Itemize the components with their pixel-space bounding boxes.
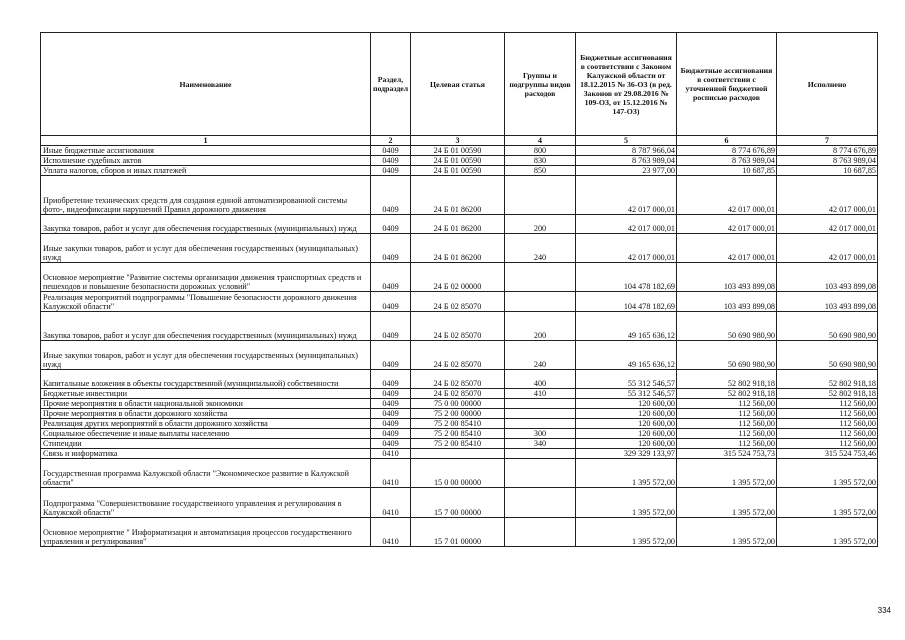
table-row: [41, 369, 878, 388]
cell-name: Реализация мероприятий подпрограммы "Повышение безопасности дорожного движения Калужской области": [41, 292, 371, 311]
cell-section: 0409: [371, 176, 411, 215]
cell-section: 0409: [371, 146, 411, 156]
cell-executed: 315 524 753,46: [777, 449, 878, 459]
cell-budget-refined: 42 017 000,01: [677, 214, 777, 233]
cell-expense-group: 830: [505, 156, 576, 166]
cell-target-article: 24 Б 01 86200: [411, 234, 505, 263]
cell-expense-group: 200: [505, 311, 576, 340]
cell-budget-law: 49 165 636,12: [576, 311, 677, 340]
cell-expense-group: 340: [505, 439, 576, 449]
cell-section: 0409: [371, 292, 411, 311]
cell-budget-refined: 10 687,85: [677, 166, 777, 176]
cell-expense-group: 200: [505, 214, 576, 233]
cell-expense-group: [505, 517, 576, 546]
cell-target-article: 15 7 00 00000: [411, 488, 505, 517]
table-row: [41, 176, 878, 215]
cell-target-article: 24 Б 01 00590: [411, 156, 505, 166]
cell-section: 0409: [371, 340, 411, 369]
cell-name: Прочие мероприятия в области дорожного хозяйства: [41, 409, 371, 419]
cell-budget-refined: 52 802 918,18: [677, 369, 777, 388]
cell-budget-refined: 112 560,00: [677, 429, 777, 439]
table-row: [41, 449, 878, 459]
cell-section: 0409: [371, 166, 411, 176]
header-budget-refined: Бюджетные ассигнования в соответствии с уточненной бюджетной росписью расходов: [677, 33, 777, 136]
page-number: 334: [877, 606, 891, 615]
cell-executed: 42 017 000,01: [777, 234, 878, 263]
cell-target-article: 15 0 00 00000: [411, 459, 505, 488]
cell-executed: 1 395 572,00: [777, 459, 878, 488]
cell-name: Закупка товаров, работ и услуг для обеспечения государственных (муниципальных) нужд: [41, 214, 371, 233]
cell-budget-law: 104 478 182,69: [576, 263, 677, 292]
cell-executed: 52 802 918,18: [777, 389, 878, 399]
cell-budget-refined: 315 524 753,73: [677, 449, 777, 459]
cell-expense-group: 800: [505, 146, 576, 156]
cell-target-article: 75 0 00 00000: [411, 399, 505, 409]
column-number: 1: [41, 136, 371, 146]
cell-budget-refined: 8 774 676,89: [677, 146, 777, 156]
cell-expense-group: 410: [505, 389, 576, 399]
header-section: Раздел, подраздел: [371, 33, 411, 136]
table-row: [41, 292, 878, 311]
table-row: [41, 146, 878, 156]
cell-name: Бюджетные инвестиции: [41, 389, 371, 399]
cell-section: 0409: [371, 311, 411, 340]
cell-name: Иные закупки товаров, работ и услуг для обеспечения государственных (муниципальных) нужд: [41, 340, 371, 369]
cell-budget-law: 42 017 000,01: [576, 176, 677, 215]
column-number: 4: [505, 136, 576, 146]
cell-name: Подпрограмма "Совершенствование государственного управления и регулирования в Калужской области": [41, 488, 371, 517]
cell-executed: 112 560,00: [777, 419, 878, 429]
table-row: [41, 419, 878, 429]
column-number-row: [41, 136, 878, 146]
cell-expense-group: [505, 292, 576, 311]
table-row: [41, 389, 878, 399]
budget-execution-sheet: [40, 32, 877, 547]
cell-budget-refined: 1 395 572,00: [677, 517, 777, 546]
cell-target-article: 24 Б 02 85070: [411, 389, 505, 399]
cell-target-article: 24 Б 02 85070: [411, 369, 505, 388]
cell-budget-refined: 42 017 000,01: [677, 176, 777, 215]
header-target-article: Целевая статья: [411, 33, 505, 136]
cell-executed: 52 802 918,18: [777, 369, 878, 388]
cell-section: 0409: [371, 429, 411, 439]
cell-executed: 50 690 980,90: [777, 311, 878, 340]
cell-target-article: 24 Б 02 85070: [411, 292, 505, 311]
table-row: [41, 429, 878, 439]
cell-target-article: 24 Б 02 85070: [411, 340, 505, 369]
cell-budget-law: 120 600,00: [576, 439, 677, 449]
cell-name: Государственная программа Калужской области "Экономическое развитие в Калужской области": [41, 459, 371, 488]
cell-target-article: 24 Б 01 86200: [411, 176, 505, 215]
cell-name: Капитальные вложения в объекты государственной (муниципальной) собственности: [41, 369, 371, 388]
cell-expense-group: [505, 449, 576, 459]
cell-executed: 8 763 989,04: [777, 156, 878, 166]
cell-section: 0409: [371, 389, 411, 399]
cell-target-article: 24 Б 01 00590: [411, 146, 505, 156]
cell-executed: 112 560,00: [777, 429, 878, 439]
cell-budget-law: 329 329 133,97: [576, 449, 677, 459]
cell-executed: 42 017 000,01: [777, 176, 878, 215]
cell-budget-law: 42 017 000,01: [576, 214, 677, 233]
cell-expense-group: 240: [505, 340, 576, 369]
cell-budget-refined: 42 017 000,01: [677, 234, 777, 263]
cell-budget-law: 120 600,00: [576, 399, 677, 409]
cell-name: Основное мероприятие "Развитие системы организации движения транспортных средств и пешеходов и повышение безопасности дорожных условий": [41, 263, 371, 292]
cell-budget-law: 42 017 000,01: [576, 234, 677, 263]
cell-budget-law: 104 478 182,69: [576, 292, 677, 311]
cell-budget-refined: 112 560,00: [677, 439, 777, 449]
column-number: 2: [371, 136, 411, 146]
cell-target-article: [411, 449, 505, 459]
header-executed: Исполнено: [777, 33, 878, 136]
cell-name: Иные бюджетные ассигнования: [41, 146, 371, 156]
cell-expense-group: [505, 263, 576, 292]
cell-name: Закупка товаров, работ и услуг для обеспечения государственных (муниципальных) нужд: [41, 311, 371, 340]
cell-name: Иные закупки товаров, работ и услуг для обеспечения государственных (муниципальных) нужд: [41, 234, 371, 263]
cell-budget-law: 55 312 546,57: [576, 389, 677, 399]
cell-section: 0409: [371, 263, 411, 292]
cell-target-article: 15 7 01 00000: [411, 517, 505, 546]
cell-expense-group: [505, 176, 576, 215]
table-row: [41, 459, 878, 488]
cell-section: 0409: [371, 214, 411, 233]
cell-budget-refined: 112 560,00: [677, 419, 777, 429]
column-number: 6: [677, 136, 777, 146]
cell-executed: 8 774 676,89: [777, 146, 878, 156]
cell-section: 0409: [371, 156, 411, 166]
cell-section: 0409: [371, 439, 411, 449]
cell-executed: 103 493 899,08: [777, 292, 878, 311]
cell-budget-law: 55 312 546,57: [576, 369, 677, 388]
cell-name: Уплата налогов, сборов и иных платежей: [41, 166, 371, 176]
cell-target-article: 24 Б 02 00000: [411, 263, 505, 292]
cell-budget-law: 120 600,00: [576, 429, 677, 439]
cell-target-article: 24 Б 01 86200: [411, 214, 505, 233]
cell-name: Связь и информатика: [41, 449, 371, 459]
cell-expense-group: [505, 399, 576, 409]
cell-budget-refined: 103 493 899,08: [677, 263, 777, 292]
table-row: [41, 399, 878, 409]
cell-budget-refined: 112 560,00: [677, 409, 777, 419]
cell-budget-refined: 50 690 980,90: [677, 340, 777, 369]
cell-executed: 10 687,85: [777, 166, 878, 176]
table-row: [41, 156, 878, 166]
cell-name: Реализация других мероприятий в области дорожного хозяйства: [41, 419, 371, 429]
table-row: [41, 488, 878, 517]
cell-budget-law: 23 977,00: [576, 166, 677, 176]
table-row: [41, 311, 878, 340]
header-expense-group: Группы и подгруппы видов расходов: [505, 33, 576, 136]
cell-expense-group: 240: [505, 234, 576, 263]
cell-executed: 1 395 572,00: [777, 488, 878, 517]
table-row: [41, 439, 878, 449]
cell-budget-refined: 1 395 572,00: [677, 488, 777, 517]
cell-expense-group: [505, 409, 576, 419]
cell-name: Стипендии: [41, 439, 371, 449]
header-budget-law: Бюджетные ассигнования в соответствии с Законом Калужской области от 18.12.2015 № 36-ОЗ (в ред. Законов от 29.08.2016 № 109-ОЗ, от 15.12.2016 № 147-ОЗ): [576, 33, 677, 136]
cell-expense-group: 300: [505, 429, 576, 439]
cell-target-article: 75 2 00 85410: [411, 429, 505, 439]
cell-budget-law: 120 600,00: [576, 419, 677, 429]
table-row: [41, 166, 878, 176]
column-number: 5: [576, 136, 677, 146]
cell-budget-law: 1 395 572,00: [576, 488, 677, 517]
cell-section: 0410: [371, 449, 411, 459]
cell-name: Социальное обеспечение и иные выплаты населению: [41, 429, 371, 439]
cell-section: 0410: [371, 517, 411, 546]
cell-expense-group: 400: [505, 369, 576, 388]
cell-section: 0409: [371, 399, 411, 409]
cell-target-article: 75 2 00 85410: [411, 419, 505, 429]
cell-expense-group: [505, 459, 576, 488]
cell-budget-refined: 1 395 572,00: [677, 459, 777, 488]
cell-section: 0409: [371, 409, 411, 419]
table-row: [41, 340, 878, 369]
cell-executed: 103 493 899,08: [777, 263, 878, 292]
table-row: [41, 517, 878, 546]
cell-budget-refined: 8 763 989,04: [677, 156, 777, 166]
cell-executed: 112 560,00: [777, 409, 878, 419]
table-row: [41, 409, 878, 419]
table-row: [41, 263, 878, 292]
cell-budget-refined: 112 560,00: [677, 399, 777, 409]
cell-target-article: 24 Б 01 00590: [411, 166, 505, 176]
cell-budget-law: 120 600,00: [576, 409, 677, 419]
budget-table: [40, 32, 878, 547]
cell-name: Основное мероприятие " Информатизация и автоматизация процессов государственного управления и регулирования": [41, 517, 371, 546]
cell-executed: 42 017 000,01: [777, 214, 878, 233]
cell-executed: 1 395 572,00: [777, 517, 878, 546]
table-row: [41, 214, 878, 233]
table-body: [41, 146, 878, 547]
cell-expense-group: [505, 488, 576, 517]
cell-budget-law: 8 763 989,04: [576, 156, 677, 166]
cell-section: 0410: [371, 459, 411, 488]
cell-name: Прочие мероприятия в области национальной экономики: [41, 399, 371, 409]
cell-section: 0409: [371, 234, 411, 263]
cell-executed: 50 690 980,90: [777, 340, 878, 369]
cell-budget-law: 8 787 966,04: [576, 146, 677, 156]
cell-section: 0410: [371, 488, 411, 517]
header-name: Наименование: [41, 33, 371, 136]
column-number: 7: [777, 136, 878, 146]
cell-budget-refined: 52 802 918,18: [677, 389, 777, 399]
cell-section: 0409: [371, 419, 411, 429]
cell-budget-law: 49 165 636,12: [576, 340, 677, 369]
cell-section: 0409: [371, 369, 411, 388]
cell-expense-group: 850: [505, 166, 576, 176]
column-number: 3: [411, 136, 505, 146]
header-row: [41, 33, 878, 136]
cell-name: Исполнение судебных актов: [41, 156, 371, 166]
cell-target-article: 24 Б 02 85070: [411, 311, 505, 340]
cell-target-article: 75 2 00 85410: [411, 439, 505, 449]
table-row: [41, 234, 878, 263]
cell-executed: 112 560,00: [777, 439, 878, 449]
cell-budget-refined: 50 690 980,90: [677, 311, 777, 340]
cell-target-article: 75 2 00 00000: [411, 409, 505, 419]
cell-name: Приобретение технических средств для создания единой автоматизированной системы фото-, видеофиксации нарушений Правил дорожного движения: [41, 176, 371, 215]
cell-executed: 112 560,00: [777, 399, 878, 409]
cell-budget-refined: 103 493 899,08: [677, 292, 777, 311]
cell-budget-law: 1 395 572,00: [576, 459, 677, 488]
cell-budget-law: 1 395 572,00: [576, 517, 677, 546]
cell-expense-group: [505, 419, 576, 429]
